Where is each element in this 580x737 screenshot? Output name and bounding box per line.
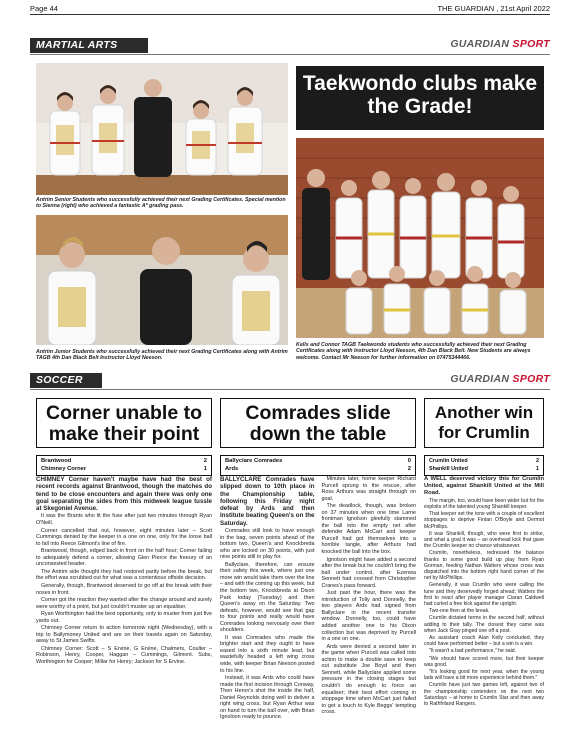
article-paragraph: Generally, though, Brantwood deserved to go off at the break with their noses in front. [36,582,212,596]
section-rule [30,54,550,55]
article-paragraph: Minutes later, home keeper Richard Purcell sprung to the rescue, after Ross Arthurs was straight through on goal. [321,476,416,502]
crumlin-headline: Another win for Crumlin [424,398,544,448]
article-paragraph: It was the Brants who lit the fuse after just two minutes through Ryan O'Neill. [36,513,212,527]
article-paragraph: As assistant coach Alan Kelly concluded, they could have performed better – but a win is a win. [424,634,544,648]
page-number: Page 44 [30,4,58,13]
article-paragraph: The Antrim side thought they had restored parity before the break, but the effort was scrubbed out for what was a contentious offside decision. [36,568,212,582]
article-lead: CHIMNEY Corner haven't maybe have had the best of recent records against Brantwood, though the matches do tend to be close encounters and again there was only one goal separating the sides from this midweek league tussle at Skegoniel Avenue. [36,476,212,513]
corner-scoreline [36,455,212,476]
guardian-sport-logo-2: GUARDIAN SPORT [450,373,550,385]
comrades-scoreline [220,455,416,476]
senior-students-photo [36,63,288,195]
article-paragraph: "We should have scored more, but their keeper was good. [424,655,544,668]
score-row: Chimney Corner 1 [41,465,207,472]
article-paragraph: Corner cancelled that out, however, eight minutes later – Scott Cummings denied by the keeper in a one on one, only for the loose ball to fall into Reece Gilmont's line of fire. [36,527,212,547]
article-paragraph: Instead, it was Ards who could have made the first incision through Conway, Then Heron's shot the inside the half, Daniel Reynolds doing well to deliver a right wing cross, but Ryan Arthur was on hand to turn the ball over, with Brian Ignoloon ready to pounce. [220,675,315,721]
score-row: Ballyclare Comrades 0 [225,458,411,464]
kells-connor-photo [296,138,544,338]
article-paragraph: It was Shankill, though, who were first to strike, and what a goal it was – an overhead kick that gave the Crumlin keeper no chance whatsoever. [424,530,544,550]
article-paragraph: The margin, too, would have been wider but for the exploits of the talented young Shankill keeper. [424,497,544,510]
score-row: Shankill United 1 [429,465,539,472]
martial-arts-label: MARTIAL ARTS [30,38,148,53]
article-paragraph: Comrades still look to have enough in the bag, seven points ahead of the bottom two, Queen's and Knockbreda who are locked on 30 points, with just nine points still to play for. [220,528,315,561]
article-paragraph: Brantwood, though, edged back in front on the half hour; Corner failing to adequately defend a corner, allowing Glen Pierce the freeury of an unconsested header. [36,548,212,568]
corner-headline: Corner unable to make their point [36,398,212,448]
junior-students-caption: Antrim Junior Students who successfully achieved their next Grading Certificates along with Antrim TAGB 4th Dan Black Belt Instructor Lloyd Neeson. [36,349,288,362]
article-paragraph: Crumlin dictated terms in the second half, without adding to their tally. The closest they came was when Jack Gray pinged one off a post. [424,615,544,634]
article-paragraph: "It wasn't a bad performance," he said. [429,648,516,655]
score-row: Brantwood 2 [41,458,207,464]
score-row: Crumlin United 2 [429,458,539,464]
junior-students-photo [36,215,288,345]
taekwondo-headline: Taekwondo clubs make the Grade! [296,66,544,130]
guardian-sport-logo: GUARDIAN SPORT [450,38,550,50]
article-paragraph: Corner got the reaction they wanted after the change around and surely were worthy of a point, but just couldn't muster up an equaliser. [36,597,212,610]
article-lead: A WELL deserved victory this for Crumlin United, against Shankill United at the Mill Road. [424,476,544,496]
article-paragraph: Ards were denied a second later in the game when Purcell was called into action to make a double save to keep out substitute Joe Boyd and then Sennett, while Ballyclare applied some pressure in the closing stages but couldn't do enough to force an equaliser; their best effort coming in stoppage time when McCart just failed to get a touch to Kyle Beggs' tempting cross. [321,643,416,716]
article-paragraph: Generally, it was Crumlin who were calling the tune and they deservedly forged ahead; Watters the first to react after player manager Ciaran Caldwell had curled a free kick against the upright. [424,582,544,607]
article-paragraph: Chimney Corner: Scott – S Ervine, G Ervine, Chalmers, Coulter – Robinson, Henry, Cooper, Haggan – Cummings, Gilmont. Subs, Worthington for Cooper; Millar for Henry; Jackson for S Ervine. [36,645,212,665]
header-rule [30,14,550,15]
article-paragraph: Crumlin, nonetheless, redressed the balance thanks to some good build up play from Ryan Gorman, feeding Nathan Watters whose cross was dispatched into the bottom right hand corner of the net by McPhillips. [424,550,544,582]
comrades-headline: Comrades slide down the table [220,398,416,448]
senior-students-caption: Antrim Senior Students who successfully achieved their next Grading Certificates. Special mention to Sienna (right) who achieved a fantastic A* grading pass. [36,197,286,210]
article-paragraph: It was Comrades who made the brighter start and they ought to have eased into a sixth minute lead, but wastefully headed a left wing cross wide, with keeper Brian Neeson posted to his line. [220,634,315,674]
comrades-article-body [220,476,416,732]
section-rule-2 [30,389,550,390]
article-paragraph: That keeper set the tone with a couple of excellent stoppages to deprive Fintan O'Boyle and Dermot McPhillips. [424,511,544,530]
paper-dateline: THE GUARDIAN , 21st April 2022 [437,4,550,13]
article-paragraph: Crumlin have just two games left, against two of the championship contenders on the next two Saturdays – at home to Crumlin Star and then away to Rathfriland Rangers. [424,682,544,708]
kells-connor-caption: Kells and Connor TAGB Taekwondo students who successfully achieved their next Grading Certificates along with Instructor Lloyd Neeson, 4th Dan Black Belt. New Students are always welcome. Contact Mr Neeson for further information on 07475344466. [296,342,531,361]
article-lead: BALLYCLARE Comrades have slipped down to 10th place in the Championship table, following this Friday night defeat by Ards and then Institute beating Queen's on the Saturday. [220,476,315,527]
article-paragraph: Two-one then at the break. [429,608,490,615]
article-paragraph: "It's looking good for next year, when the young lads will have a bit more experience behind them." [424,669,544,682]
crumlin-article-body [424,476,544,732]
score-row: Ards 2 [225,465,411,472]
article-paragraph: Ballyclare, therefore, can ensure their safety this week, where just one more win would take them over the line – and with the coming up this week, but the bottom two, Knockbreda at Dixon Park today (Tuesday) and then Queen's away on the Saturday. Two defeats, however, would see that gap to four points and really would have Comrades looking nervously over their shoulders. [220,561,315,634]
article-paragraph: Chimney Corner return to action tomorrow night (Wednesday), with a trip to Ballymoney United and are on their travels again on Saturday, away to St James Swifts. [36,625,212,645]
soccer-label: SOCCER [30,373,102,388]
crumlin-scoreline [424,455,544,476]
article-paragraph: Ignolson might have added a second after the break but he couldn't bring the ball under control, after Ezenwa Sennett had crossed from Christopher Cranes's pass forward. [321,556,416,589]
article-paragraph: Ryan Worthington had the best opportunity, only to muster from just five yards out. [36,611,212,624]
corner-article-body [36,476,212,732]
article-paragraph: The deadlock, though, was broken on 37 minutes when one time Larne frontman Ignolson gleefully slammed the ball into the empty net after defender Adam McCart and keeper Purcell had got themselves into a horrible tangle, after Arthurs had knocked the ball into the box. [321,503,416,556]
article-paragraph: Just past the hour, there was the introduction of Tolly and Donnelly, the two players Ards had signed from Ballyclare in the recent transfer window. Donnelly, too, could have added another one to his Dixon collection but was deprived by Purcell in a one on one. [321,590,416,643]
